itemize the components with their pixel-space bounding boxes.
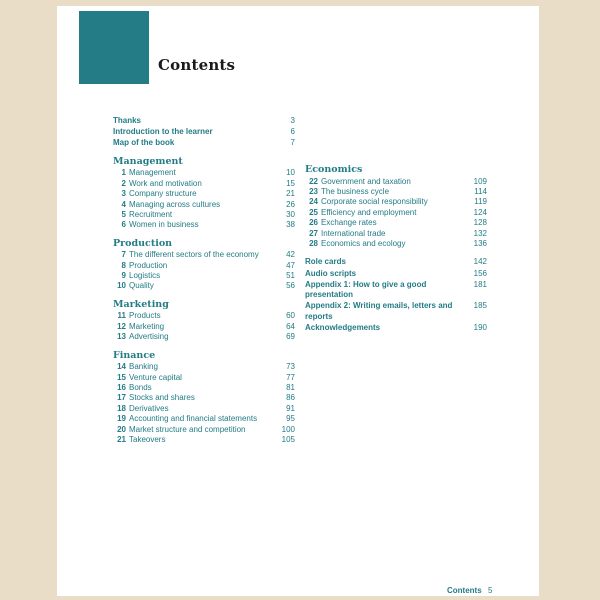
unit-page-number: 38	[286, 220, 295, 230]
unit-label-wrap	[305, 218, 461, 228]
unit-entry[interactable]	[113, 383, 295, 393]
unit-page-number: 10	[286, 168, 295, 178]
entry-label: Thanks	[113, 116, 142, 125]
entry-label: Appendix 2: Writing emails, letters and reports	[305, 301, 453, 321]
unit-page-number: 124	[473, 207, 487, 217]
entry-page-number: 181	[473, 279, 487, 289]
unit-entry[interactable]	[113, 425, 295, 435]
unit-label-wrap	[305, 187, 461, 197]
unit-number: 25	[309, 207, 318, 217]
unit-label-wrap	[305, 229, 461, 239]
unit-page-number: 15	[286, 178, 295, 188]
unit-page-number: 114	[474, 186, 487, 196]
entry-page-number: 156	[473, 268, 487, 278]
unit-title: Management	[129, 168, 176, 178]
unit-label-wrap	[113, 425, 269, 435]
entry-label: Acknowledgements	[305, 322, 381, 332]
unit-entry[interactable]	[113, 261, 295, 271]
unit-page-number: 26	[286, 199, 295, 209]
footer-label: Contents	[447, 586, 482, 595]
contents-section	[113, 350, 295, 446]
unit-label-wrap	[113, 250, 269, 260]
unit-title: Accounting and financial statements	[129, 414, 258, 424]
contents-entry[interactable]	[113, 138, 295, 148]
unit-number: 23	[309, 186, 318, 196]
unit-number: 9	[121, 271, 126, 281]
section-heading: Economics	[305, 164, 363, 175]
unit-entry[interactable]	[113, 322, 295, 332]
unit-page-number: 69	[286, 332, 295, 342]
unit-number: 7	[121, 250, 126, 260]
unit-number: 14	[117, 362, 126, 372]
unit-number: 17	[117, 393, 126, 403]
unit-title: Efficiency and employment	[321, 207, 417, 217]
contents-entry[interactable]	[305, 257, 487, 267]
unit-label-wrap	[305, 177, 461, 187]
unit-entry[interactable]	[113, 210, 295, 220]
unit-label-wrap	[113, 393, 269, 403]
unit-label-wrap	[113, 311, 269, 321]
unit-title: Bonds	[129, 382, 152, 392]
unit-entry[interactable]	[113, 220, 295, 230]
unit-title: Recruitment	[129, 209, 173, 219]
unit-label-wrap	[113, 435, 269, 445]
unit-title: The business cycle	[321, 186, 390, 196]
unit-label-wrap	[113, 210, 269, 220]
unit-label-wrap	[113, 383, 269, 393]
unit-number: 24	[309, 197, 318, 207]
teal-decorative-block	[79, 11, 149, 84]
unit-title: Quality	[129, 281, 154, 291]
unit-page-number: 56	[286, 281, 295, 291]
unit-entry[interactable]	[305, 208, 487, 218]
unit-title: Logistics	[129, 271, 161, 281]
unit-entry[interactable]	[113, 414, 295, 424]
section-heading: Production	[113, 237, 173, 249]
section-heading: Finance	[113, 349, 156, 361]
unit-entry[interactable]	[305, 177, 487, 187]
contents-section	[113, 238, 295, 292]
unit-label-wrap	[113, 189, 269, 199]
unit-number: 13	[117, 332, 126, 342]
unit-entry[interactable]	[305, 197, 487, 207]
unit-page-number: 77	[286, 372, 295, 382]
unit-label-wrap	[113, 200, 269, 210]
unit-page-number: 21	[286, 189, 295, 199]
unit-entry[interactable]	[113, 271, 295, 281]
unit-number: 19	[117, 414, 126, 424]
entry-page-number: 185	[473, 301, 487, 311]
contents-left-column	[113, 116, 295, 445]
unit-entry[interactable]	[113, 281, 295, 291]
page-title: Contents	[158, 56, 236, 74]
entry-label: Role cards	[305, 257, 346, 267]
unit-label-wrap	[305, 197, 461, 207]
unit-label-wrap	[113, 373, 269, 383]
unit-label-wrap	[113, 404, 269, 414]
unit-page-number: 86	[286, 393, 295, 403]
unit-title: Exchange rates	[321, 218, 377, 228]
unit-label-wrap	[305, 208, 461, 218]
unit-entry[interactable]	[305, 239, 487, 249]
unit-title: Marketing	[129, 321, 165, 331]
unit-label-wrap	[113, 261, 269, 271]
entry-page-number: 6	[290, 127, 295, 137]
unit-title: Production	[129, 260, 168, 270]
unit-entry[interactable]	[305, 218, 487, 228]
unit-title: Managing across cultures	[129, 199, 221, 209]
contents-entry[interactable]	[113, 127, 295, 137]
entry-label: Appendix 1: How to give a good presentation	[305, 279, 427, 300]
unit-entry[interactable]	[113, 393, 295, 403]
unit-page-number: 30	[286, 209, 295, 219]
contents-section	[305, 164, 487, 249]
entry-label: Map of the book	[113, 138, 175, 148]
unit-page-number: 100	[281, 424, 295, 434]
unit-entry[interactable]	[113, 189, 295, 199]
document-page	[57, 6, 539, 596]
unit-page-number: 51	[286, 271, 295, 281]
unit-entry[interactable]	[113, 168, 295, 178]
unit-title: Economics and ecology	[321, 238, 406, 248]
contents-section	[113, 156, 295, 231]
unit-number: 12	[117, 321, 126, 331]
unit-number: 22	[309, 176, 318, 186]
unit-title: Women in business	[129, 220, 199, 230]
unit-number: 3	[121, 189, 126, 199]
entry-label: Audio scripts	[305, 268, 357, 278]
unit-entry[interactable]	[113, 250, 295, 260]
unit-page-number: 128	[473, 218, 487, 228]
contents-entry[interactable]	[305, 269, 487, 279]
unit-title: Stocks and shares	[129, 393, 195, 403]
contents-entry[interactable]	[305, 301, 487, 322]
entry-page-number: 3	[290, 116, 295, 125]
unit-label-wrap	[113, 414, 269, 424]
unit-number: 6	[121, 220, 126, 230]
unit-label-wrap	[113, 179, 269, 189]
unit-title: International trade	[321, 228, 386, 238]
unit-title: Venture capital	[129, 372, 182, 382]
page-footer	[57, 586, 539, 598]
unit-label-wrap	[305, 239, 461, 249]
unit-page-number: 132	[473, 228, 487, 238]
unit-page-number: 119	[474, 197, 487, 207]
unit-number: 26	[309, 218, 318, 228]
contents-entry[interactable]	[305, 280, 487, 301]
unit-page-number: 109	[473, 176, 487, 186]
contents-entry[interactable]	[113, 116, 295, 126]
unit-title: Takeovers	[129, 434, 166, 444]
contents-section	[113, 299, 295, 343]
entry-page-number: 142	[473, 257, 487, 267]
spacer	[305, 249, 487, 257]
contents-entry[interactable]	[305, 323, 487, 333]
unit-page-number: 136	[473, 238, 487, 248]
unit-number: 15	[117, 372, 126, 382]
unit-number: 21	[117, 434, 126, 444]
unit-number: 4	[121, 199, 126, 209]
section-heading: Management	[113, 155, 183, 167]
unit-entry[interactable]	[113, 435, 295, 445]
unit-number: 27	[309, 228, 318, 238]
unit-label-wrap	[113, 322, 269, 332]
unit-page-number: 42	[286, 250, 295, 260]
entry-label: Introduction to the learner	[113, 127, 213, 137]
unit-entry[interactable]	[113, 179, 295, 189]
unit-label-wrap	[113, 362, 269, 372]
unit-entry[interactable]	[113, 362, 295, 372]
unit-number: 2	[121, 178, 126, 188]
unit-page-number: 47	[286, 260, 295, 270]
unit-number: 10	[117, 281, 126, 291]
unit-title: The different sectors of the economy	[129, 250, 259, 260]
unit-title: Company structure	[129, 189, 197, 199]
unit-entry[interactable]	[113, 311, 295, 321]
unit-number: 28	[309, 238, 318, 248]
unit-page-number: 105	[281, 434, 295, 444]
entry-page-number: 190	[473, 322, 487, 332]
unit-title: Products	[129, 311, 161, 321]
unit-title: Government and taxation	[321, 176, 411, 186]
unit-page-number: 95	[286, 414, 295, 424]
unit-title: Market structure and competition	[129, 424, 246, 434]
unit-page-number: 91	[286, 403, 295, 413]
unit-number: 16	[117, 382, 126, 392]
contents-right-column	[305, 164, 487, 334]
unit-entry[interactable]	[305, 187, 487, 197]
unit-title: Corporate social responsibility	[321, 197, 428, 207]
unit-title: Work and motivation	[129, 178, 202, 188]
unit-number: 5	[121, 209, 126, 219]
unit-label-wrap	[113, 220, 269, 230]
unit-number: 11	[117, 311, 126, 321]
unit-page-number: 81	[286, 382, 295, 392]
unit-entry[interactable]	[113, 404, 295, 414]
unit-title: Derivatives	[129, 403, 169, 413]
unit-page-number: 64	[286, 321, 295, 331]
unit-title: Advertising	[129, 332, 169, 342]
unit-number: 20	[117, 424, 126, 434]
unit-number: 1	[121, 168, 126, 178]
footer-page-number: 5	[488, 586, 493, 595]
unit-entry[interactable]	[113, 373, 295, 383]
unit-entry[interactable]	[113, 200, 295, 210]
unit-label-wrap	[113, 332, 269, 342]
entry-page-number: 7	[290, 138, 295, 148]
unit-label-wrap	[113, 271, 269, 281]
unit-label-wrap	[113, 168, 269, 178]
unit-entry[interactable]	[305, 229, 487, 239]
unit-number: 18	[117, 403, 126, 413]
unit-label-wrap	[113, 281, 269, 291]
unit-page-number: 60	[286, 311, 295, 321]
section-heading: Marketing	[113, 298, 169, 310]
unit-number: 8	[121, 260, 126, 270]
unit-page-number: 73	[286, 362, 295, 372]
unit-title: Banking	[129, 362, 158, 372]
unit-entry[interactable]	[113, 332, 295, 342]
